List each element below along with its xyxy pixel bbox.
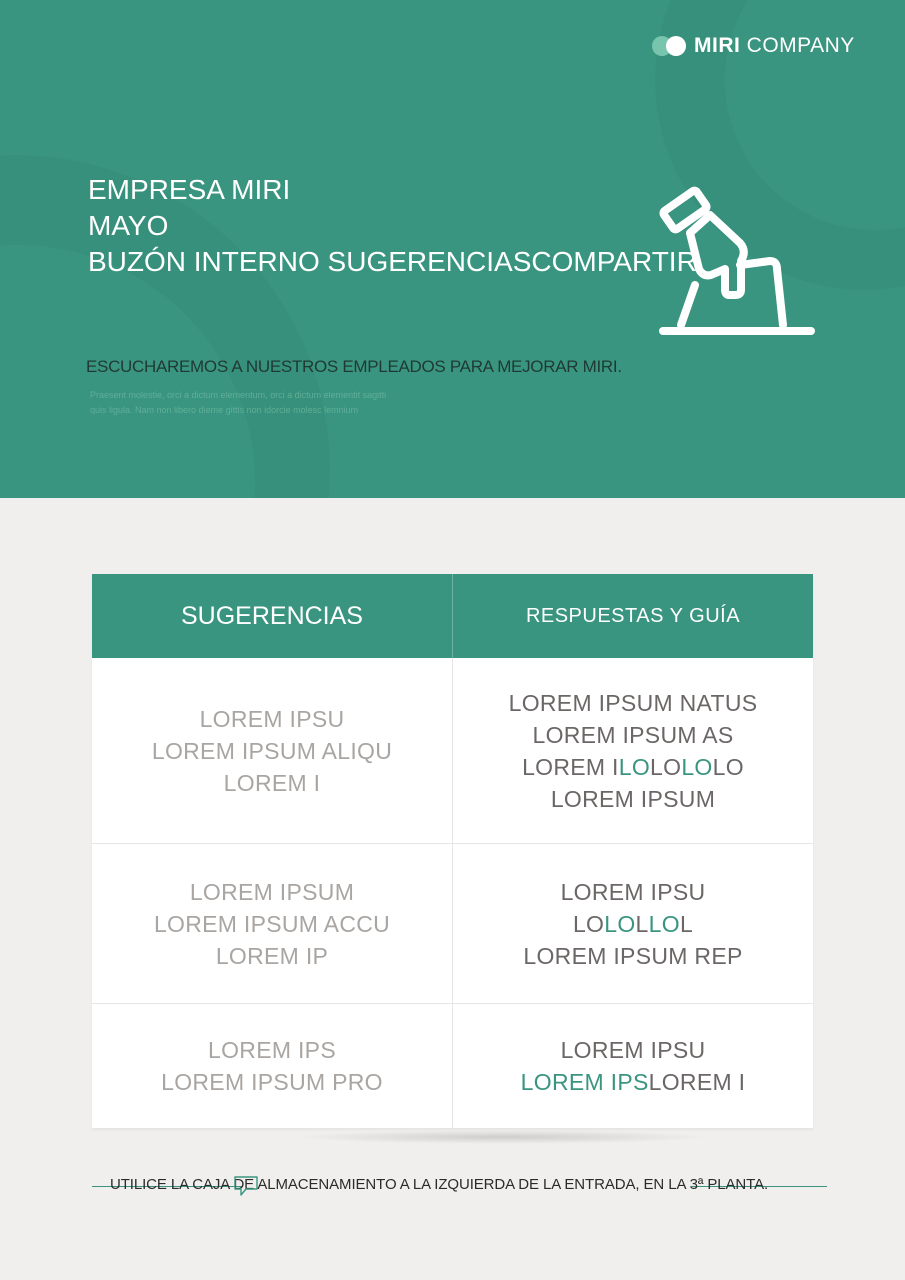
cell-line [551,783,715,815]
suggestions-table [92,574,813,1128]
table-row-3-suggestion [92,1004,452,1128]
cell-line: LOREM IPSUM [189,878,355,905]
table-row-3-answer [453,1004,813,1128]
cell-text: L [635,910,649,937]
highlight-text: LO [681,753,713,780]
cell-line: LOREM IPS [208,1037,336,1063]
chat-bubble-icon [232,1174,260,1198]
cell-text: LOREM I [648,1069,746,1095]
ballot-box-icon [655,185,820,340]
footer-note: UTILICE LA CAJA DE ALMACENAMIENTO A LA IZQUIERDA DE LA ENTRADA, EN LA 3ª PLANTA. [110,1176,769,1193]
table-shadow [292,1130,712,1144]
company-logo [652,34,855,58]
column-header-suggestions: SUGERENCIAS [181,601,363,630]
highlight-text: LO [618,753,651,780]
cell-line: LOREM IPSUM PRO [161,1069,383,1095]
cell-text: LOREM I [522,753,619,780]
description-line: quis ligula. Nam non libero dieme gittis non idorcie molesc lemnium [90,405,359,415]
description-text [90,388,460,418]
cell-text: L [679,910,694,937]
cell-text: LO [712,753,744,780]
page-title [88,172,708,280]
cell-text: LOREM IPSU [560,878,706,905]
table-row-1-answer [453,658,813,843]
cell-line: LOREM IP [215,942,329,969]
title-line: BUZÓN INTERNO SUGERENCIASCOMPARTIR [88,246,697,277]
highlight-text: LOREM IPS [520,1069,649,1095]
cell-text: LOREM IPSUM REP [523,942,743,969]
page-subtitle: ESCUCHAREMOS A NUESTROS EMPLEADOS PARA MEJORAR MIRI. [86,357,622,376]
title-line: MAYO [88,210,169,241]
highlight-text: LO [604,910,636,937]
logo-mark-icon [652,34,692,58]
cell-text: LO [650,753,682,780]
cell-text: LOREM IPSUM [550,785,716,812]
column-header-answers: RESPUESTAS Y GUÍA [452,574,813,658]
cell-line [573,908,693,940]
table-header [92,574,813,658]
cell-line: LOREM IPSUM ACCU [153,910,391,937]
cell-text: LOREM IPSUM AS [532,721,734,748]
cell-line [521,1066,746,1098]
cell-line [522,751,744,783]
table-row-2-suggestion [92,844,452,1003]
cell-line [532,719,733,751]
cell-line: LOREM IPSU [199,705,345,732]
cell-line [523,940,742,972]
table-row-2-answer [453,844,813,1003]
description-line: Praesent molestie, orci a dictum elementum, orci a dictum elementit sagitti [90,390,387,400]
title-line: EMPRESA MIRI [88,174,291,205]
company-name: MIRI COMPANY [694,34,855,57]
cell-line [509,687,758,719]
cell-text: LO [572,910,605,937]
highlight-text: LO [648,910,680,937]
cell-line [561,1034,706,1066]
cell-text: LOREM IPSU [560,1037,706,1063]
cell-line: LOREM IPSUM ALIQU [151,737,393,764]
cell-text: LOREM IPSUM NATUS [508,689,758,716]
table-row-1-suggestion [92,658,452,843]
hero-banner [0,0,905,498]
cell-line: LOREM I [223,769,321,796]
cell-line [561,876,706,908]
